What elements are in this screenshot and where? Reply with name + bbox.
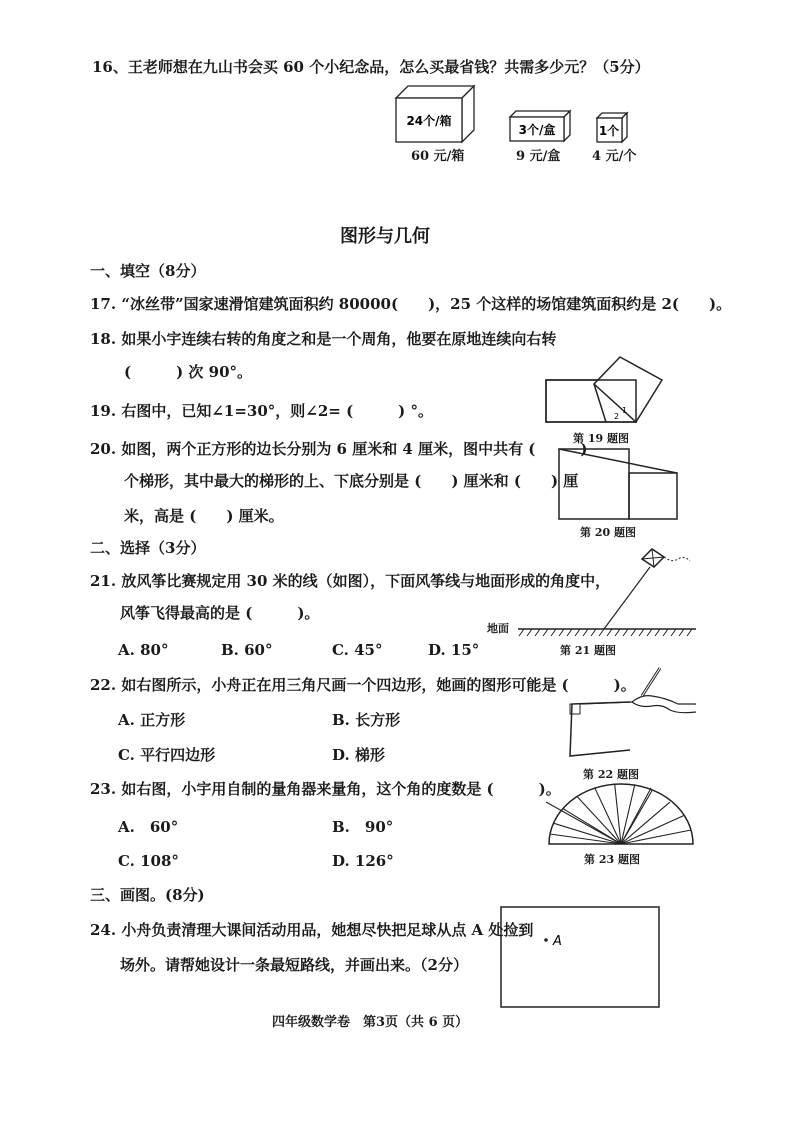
ground-label: 地面	[487, 622, 509, 635]
hand-icon	[632, 696, 696, 713]
question-18-line1: 18. 如果小宇连续右转的角度之和是一个周角，他要在原地连续向右转	[90, 330, 557, 348]
figure-20	[557, 447, 679, 521]
question-19: 19. 右图中，已知∠1=30°，则∠2= ( ) °。	[90, 402, 433, 420]
q23-option-c: C. 108°	[118, 852, 179, 870]
figure-22-caption: 第 22 题图	[583, 768, 639, 781]
q21-option-d: D. 15°	[428, 641, 480, 659]
figure-24-field	[500, 906, 662, 1010]
part1-heading: 一、填空（8分）	[90, 262, 206, 280]
question-23: 23. 如右图，小宇用自制的量角器来量角，这个角的度数是 ( )。	[90, 780, 561, 798]
question-21-line1: 21. 放风筝比赛规定用 30 米的线（如图），下面风筝线与地面形成的角度中，	[90, 572, 611, 590]
section-title: 图形与几何	[340, 226, 430, 247]
point-a-dot	[544, 938, 548, 942]
q23-option-d: D. 126°	[332, 852, 394, 870]
question-20-line2: 个梯形，其中最大的梯形的上、下底分别是 ( ) 厘米和 ( ) 厘	[124, 472, 579, 490]
q23-option-b: B. 90°	[332, 818, 394, 836]
question-20-line3: 米，高是 ( ) 厘米。	[124, 507, 284, 525]
figure-19	[544, 356, 664, 426]
figure-23-caption: 第 23 题图	[584, 853, 640, 866]
q21-option-c: C. 45°	[332, 641, 383, 659]
box-3-label: 3个/盒	[518, 123, 556, 137]
box-1-price: 4 元/个	[592, 149, 637, 164]
part3-heading: 三、画图。(8分)	[90, 886, 205, 904]
box-24-diagram	[395, 84, 475, 144]
figure-19-caption: 第 19 题图	[573, 432, 629, 445]
box-1-label: 1个	[598, 124, 620, 138]
q22-option-d: D. 梯形	[332, 746, 385, 764]
box-1-diagram	[596, 112, 628, 144]
figure-23-protractor	[541, 780, 701, 846]
box-3-diagram	[509, 110, 571, 144]
angle-1-label: 1	[622, 406, 628, 415]
q23-option-a: A. 60°	[118, 818, 179, 836]
figure-22	[560, 664, 700, 760]
q22-option-c: C. 平行四边形	[118, 746, 216, 764]
point-a-label: A	[553, 934, 562, 949]
angle-2-label: 2	[614, 412, 620, 421]
figure-21	[518, 545, 698, 640]
question-21-line2: 风筝飞得最高的是 ( )。	[120, 604, 320, 622]
question-17: 17. “冰丝带”国家速滑馆建筑面积约 80000( )，25 个这样的场馆建筑面积约是 2( )。	[90, 295, 732, 313]
box-3-price: 9 元/盒	[516, 149, 561, 164]
question-18-line2: ( ) 次 90°。	[124, 363, 253, 381]
q21-option-b: B. 60°	[221, 641, 273, 659]
question-22: 22. 如右图所示，小舟正在用三角尺画一个四边形，她画的图形可能是 ( )。	[90, 676, 636, 694]
question-16: 16、王老师想在九山书会买 60 个小纪念品，怎么买最省钱？共需多少元？（5分）	[92, 58, 650, 76]
question-20-line1: 20. 如图，两个正方形的边长分别为 6 厘米和 4 厘米，图中共有 ( )	[90, 440, 588, 458]
figure-21-caption: 第 21 题图	[560, 644, 616, 657]
q22-option-a: A. 正方形	[118, 711, 186, 729]
question-24-line1: 24. 小舟负责清理大课间活动用品，她想尽快把足球从点 A 处捡到	[90, 921, 534, 939]
q22-option-b: B. 长方形	[332, 711, 401, 729]
q21-option-a: A. 80°	[118, 641, 169, 659]
page-footer: 四年级数学卷 第3页（共 6 页）	[272, 1015, 469, 1030]
part2-heading: 二、选择（3分）	[90, 539, 206, 557]
box-24-label: 24个/箱	[406, 114, 452, 128]
box-24-price: 60 元/箱	[411, 149, 465, 164]
question-24-line2: 场外。请帮她设计一条最短路线，并画出来。（2分）	[120, 956, 468, 974]
figure-20-caption: 第 20 题图	[580, 526, 636, 539]
